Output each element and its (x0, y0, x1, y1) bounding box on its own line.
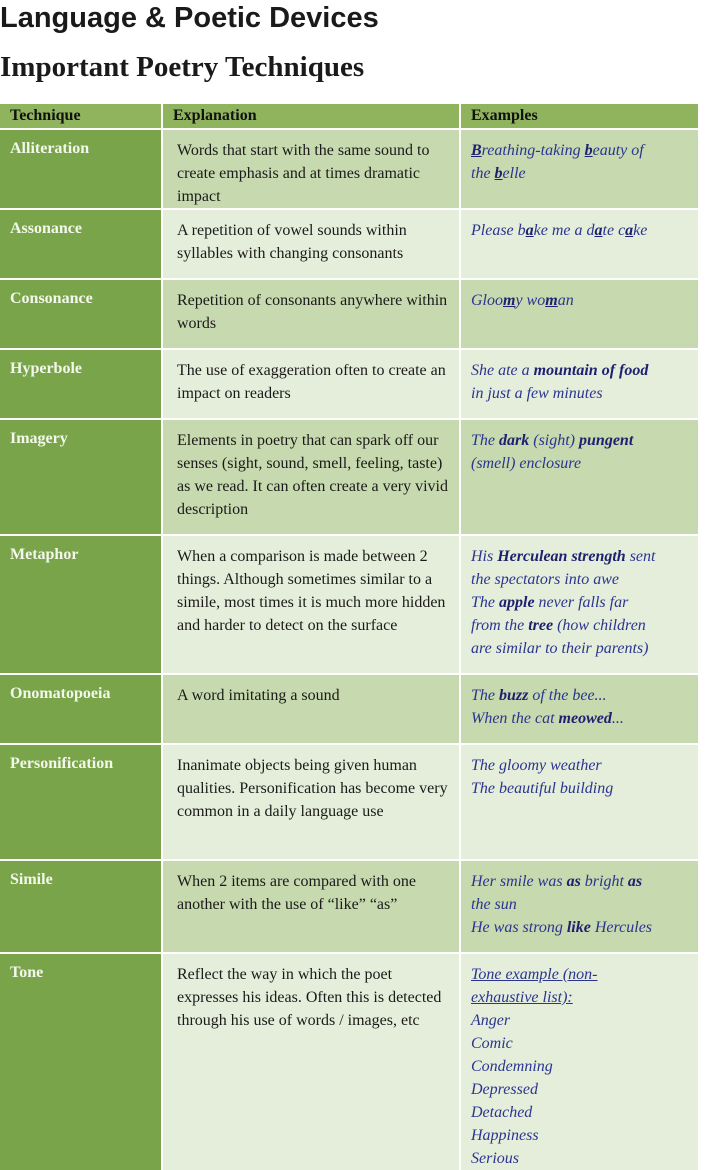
example-segment: Anger (471, 1012, 511, 1029)
header-explanation: Explanation (162, 104, 460, 129)
example-segment: Gloo (471, 292, 503, 309)
example-segment: His (471, 548, 498, 565)
table-row (0, 279, 698, 349)
example-segment: The beautiful building (471, 780, 614, 797)
example-line (471, 1147, 688, 1170)
example-line (471, 916, 688, 939)
example-line (471, 359, 688, 382)
explanation-cell: A repetition of vowel sounds within syllables with changing consonants (162, 209, 460, 279)
example-segment: Comic (471, 1035, 513, 1052)
example-line (471, 1055, 688, 1078)
example-line (471, 893, 688, 916)
example-segment: mountain of food (533, 362, 649, 379)
table-row (0, 419, 698, 535)
example-line (471, 452, 688, 475)
table-row (0, 349, 698, 419)
example-line (471, 684, 688, 707)
table-row (0, 674, 698, 744)
example-line (471, 777, 688, 800)
example-line (471, 162, 688, 185)
example-segment: ... (611, 710, 624, 727)
example-line (471, 1009, 688, 1032)
example-line (471, 289, 688, 312)
technique-cell: Alliteration (0, 129, 162, 209)
example-segment: The gloomy weather (471, 757, 602, 774)
technique-cell: Imagery (0, 419, 162, 535)
example-segment: the spectators into awe (471, 571, 619, 588)
example-segment: (sight) (529, 432, 580, 449)
example-segment: When the cat (471, 710, 559, 727)
example-segment: a (625, 222, 634, 239)
example-cell (460, 419, 698, 535)
example-segment: like (566, 919, 591, 936)
explanation-cell: The use of exaggeration often to create an impact on readers (162, 349, 460, 419)
example-segment: as (627, 873, 643, 890)
table-header-row (0, 104, 698, 129)
header-examples: Examples (460, 104, 698, 129)
example-line (471, 754, 688, 777)
example-line (471, 429, 688, 452)
example-segment: tree (528, 617, 554, 634)
explanation-cell: When 2 items are compared with one another with the use of “like” “as” (162, 860, 460, 953)
example-segment: Please b (471, 222, 526, 239)
example-segment: of the bee... (528, 687, 607, 704)
example-segment: B (471, 142, 482, 159)
example-segment: eauty of (592, 142, 644, 159)
example-line (471, 963, 688, 986)
example-cell (460, 535, 698, 674)
example-line (471, 637, 688, 660)
example-segment: (how children (553, 617, 646, 634)
example-cell (460, 129, 698, 209)
example-line (471, 568, 688, 591)
example-line (471, 870, 688, 893)
page-title: Language & Poetic Devices (0, 2, 379, 34)
example-line (471, 1078, 688, 1101)
example-segment: sent (625, 548, 656, 565)
technique-cell: Simile (0, 860, 162, 953)
example-segment: y wo (515, 292, 546, 309)
example-line (471, 614, 688, 637)
table-row (0, 744, 698, 860)
technique-cell: Hyperbole (0, 349, 162, 419)
example-segment: Serious (471, 1150, 519, 1167)
technique-cell: Onomatopoeia (0, 674, 162, 744)
header-technique: Technique (0, 104, 162, 129)
example-segment: a (594, 222, 603, 239)
example-segment: Hercules (590, 919, 653, 936)
example-segment: meowed (558, 710, 612, 727)
example-segment: in just a few minutes (471, 385, 603, 402)
example-segment: Herculean strength (497, 548, 626, 565)
example-line (471, 382, 688, 405)
explanation-cell: Words that start with the same sound to create emphasis and at times dramatic impact (162, 129, 460, 209)
example-segment: apple (499, 594, 535, 611)
table-row (0, 129, 698, 209)
example-cell (460, 953, 698, 1170)
example-segment: Tone example (non- (471, 966, 598, 983)
example-cell (460, 279, 698, 349)
explanation-cell: Repetition of consonants anywhere within words (162, 279, 460, 349)
example-segment: b (494, 165, 503, 182)
example-segment: bright (580, 873, 628, 890)
example-segment: The (471, 687, 499, 704)
example-segment: buzz (499, 687, 529, 704)
example-segment: pungent (579, 432, 634, 449)
example-segment: Condemning (471, 1058, 553, 1075)
example-segment: elle (502, 165, 526, 182)
example-segment: an (557, 292, 574, 309)
table-row (0, 535, 698, 674)
example-segment: exhaustive list): (471, 989, 573, 1006)
technique-cell: Consonance (0, 279, 162, 349)
example-segment: ke me a d (533, 222, 595, 239)
example-line (471, 986, 688, 1009)
example-segment: Her smile was (471, 873, 567, 890)
table-row (0, 953, 698, 1170)
example-segment: ke (633, 222, 648, 239)
example-segment: The (471, 432, 499, 449)
example-segment: (smell) enclosure (471, 455, 582, 472)
technique-cell: Personification (0, 744, 162, 860)
technique-cell: Tone (0, 953, 162, 1170)
example-line (471, 1032, 688, 1055)
example-cell (460, 860, 698, 953)
explanation-cell: A word imitating a sound (162, 674, 460, 744)
example-segment: are similar to their parents) (471, 640, 649, 657)
example-line (471, 139, 688, 162)
example-segment: m (503, 292, 516, 309)
example-segment: the sun (471, 896, 517, 913)
example-line (471, 1124, 688, 1147)
example-cell (460, 209, 698, 279)
example-segment: the (471, 165, 495, 182)
example-segment: m (545, 292, 558, 309)
explanation-cell: Elements in poetry that can spark off our senses (sight, sound, smell, feeling, taste) as we read. It can often create a very vivid description (162, 419, 460, 535)
example-segment: from the (471, 617, 529, 634)
example-cell (460, 349, 698, 419)
example-segment: never falls far (534, 594, 629, 611)
example-segment: dark (499, 432, 530, 449)
example-line (471, 707, 688, 730)
table-row (0, 860, 698, 953)
table-row (0, 209, 698, 279)
example-line (471, 545, 688, 568)
technique-cell: Metaphor (0, 535, 162, 674)
example-segment: Happiness (471, 1127, 539, 1144)
example-cell (460, 674, 698, 744)
page-subtitle: Important Poetry Techniques (0, 51, 365, 83)
techniques-table (0, 104, 698, 1170)
explanation-cell: When a comparison is made between 2 things. Although sometimes similar to a simile, most times it is much more hidden and harder to detect on the surface (162, 535, 460, 674)
explanation-cell: Reflect the way in which the poet expresses his ideas. Often this is detected through his use of words / images, etc (162, 953, 460, 1170)
example-line (471, 1101, 688, 1124)
example-segment: Depressed (471, 1081, 538, 1098)
example-segment: te c (602, 222, 626, 239)
example-segment: The (471, 594, 499, 611)
example-segment: b (584, 142, 593, 159)
example-segment: Detached (471, 1104, 533, 1121)
example-segment: as (566, 873, 581, 890)
example-cell (460, 744, 698, 860)
example-segment: She ate a (471, 362, 534, 379)
example-segment: He was strong (471, 919, 567, 936)
example-line (471, 591, 688, 614)
example-line (471, 219, 688, 242)
example-segment: reathing-taking (481, 142, 585, 159)
example-segment: a (525, 222, 534, 239)
explanation-cell: Inanimate objects being given human qualities. Personification has become very common in a daily language use (162, 744, 460, 860)
technique-cell: Assonance (0, 209, 162, 279)
